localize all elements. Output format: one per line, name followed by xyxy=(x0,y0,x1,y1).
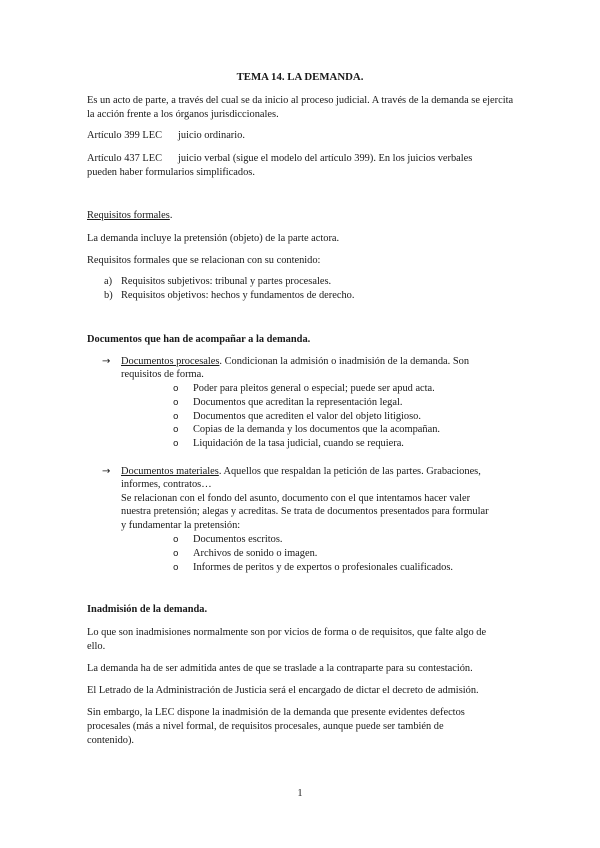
bullet-icon: o xyxy=(173,563,179,573)
procesales-text: . Condicionan la admisión o inadmisión de la demanda. Son xyxy=(219,356,470,367)
procesales-item: Documentos que acrediten el valor del objeto litigioso. xyxy=(193,411,421,422)
inadmision-p3: El Letrado de la Administración de Justicia será el encargado de dictar el decreto de admisión. xyxy=(87,685,479,696)
inadmision-p2: La demanda ha de ser admitida antes de que se traslade a la contraparte para su contestación. xyxy=(87,663,473,674)
procesales-line xyxy=(121,355,469,369)
intro-text: Es un acto de parte, a través del cual se da inicio al proceso judicial. A través de la demanda se ejercita la acción frente a los órganos jurisdiccionales. xyxy=(87,95,514,120)
page-title: TEMA 14. LA DEMANDA. xyxy=(236,71,364,83)
materiales-item: Documentos escritos. xyxy=(193,534,283,545)
inadmision-p4-cont: procesales (más a nivel formal, de requisitos procesales, aunque puede ser también de xyxy=(87,721,444,732)
bullet-icon: o xyxy=(173,535,179,545)
art399-ref: Artículo 399 LEC xyxy=(87,130,163,141)
requisitos-item-marker: b) xyxy=(104,290,113,301)
requisitos-p1: La demanda incluye la pretensión (objeto) de la parte actora. xyxy=(87,233,340,244)
inadmision-p4-cont: contenido). xyxy=(87,735,135,746)
arrow-icon: → xyxy=(102,356,111,367)
materiales-line: nuestra pretensión; alegas y acreditas. Se trata de documentos presentados para formular xyxy=(121,506,489,517)
materiales-item: Archivos de sonido o imagen. xyxy=(193,548,318,559)
inadmision-p4: Sin embargo, la LEC dispone la inadmisión de la demanda que presente evidentes defectos xyxy=(87,707,465,718)
bullet-icon: o xyxy=(173,439,179,449)
procesales-cont: requisitos de forma. xyxy=(121,369,204,380)
page-number: 1 xyxy=(297,788,303,799)
materiales-line: y fundamentar la pretensión: xyxy=(121,520,241,531)
inadmision-heading: Inadmisión de la demanda. xyxy=(87,604,208,615)
documentos-heading: Documentos que han de acompañar a la demanda. xyxy=(87,334,311,345)
materiales-line xyxy=(121,465,481,479)
bullet-icon: o xyxy=(173,412,179,422)
procesales-label: Documentos procesales xyxy=(121,356,220,367)
requisitos-heading xyxy=(87,209,172,223)
procesales-item: Documentos que acreditan la representación legal. xyxy=(193,397,403,408)
materiales-item: Informes de peritos y de expertos o profesionales cualificados. xyxy=(193,562,453,573)
inadmision-p1: Lo que son inadmisiones normalmente son por vicios de forma o de requisitos, que falte algo de xyxy=(87,627,487,638)
bullet-icon: o xyxy=(173,425,179,435)
bullet-icon: o xyxy=(173,384,179,394)
requisitos-p2: Requisitos formales que se relacionan con su contenido: xyxy=(87,255,321,266)
materiales-text: . Aquellos que respaldan la petición de las partes. Grabaciones, xyxy=(218,466,481,477)
bullet-icon: o xyxy=(173,549,179,559)
materiales-line: informes, contratos… xyxy=(121,479,212,490)
procesales-item: Poder para pleitos general o especial; puede ser apud acta. xyxy=(193,383,435,394)
requisitos-heading-label: Requisitos formales xyxy=(87,210,170,221)
requisitos-heading-suffix: . xyxy=(169,210,173,221)
arrow-icon: → xyxy=(102,466,111,477)
materiales-line: Se relacionan con el fondo del asunto, documento con el que intentamos hacer valer xyxy=(121,493,471,504)
procesales-item: Liquidación de la tasa judicial, cuando se requiera. xyxy=(193,438,404,449)
materiales-label: Documentos materiales xyxy=(121,466,219,477)
art437-cont: pueden haber formularios simplificados. xyxy=(87,167,255,178)
bullet-icon: o xyxy=(173,398,179,408)
requisitos-item: Requisitos subjetivos: tribunal y partes procesales. xyxy=(121,276,332,287)
intro-line-1 xyxy=(87,94,515,122)
procesales-item: Copias de la demanda y los documentos que la acompañan. xyxy=(193,424,440,435)
art437-text: juicio verbal (sigue el modelo del artículo 399). En los juicios verbales xyxy=(178,153,473,164)
requisitos-item: Requisitos objetivos: hechos y fundamentos de derecho. xyxy=(121,290,355,301)
art399-text: juicio ordinario. xyxy=(178,130,245,141)
art437-ref: Artículo 437 LEC xyxy=(87,153,163,164)
inadmision-p1-cont: ello. xyxy=(87,641,106,652)
requisitos-item-marker: a) xyxy=(104,276,113,287)
